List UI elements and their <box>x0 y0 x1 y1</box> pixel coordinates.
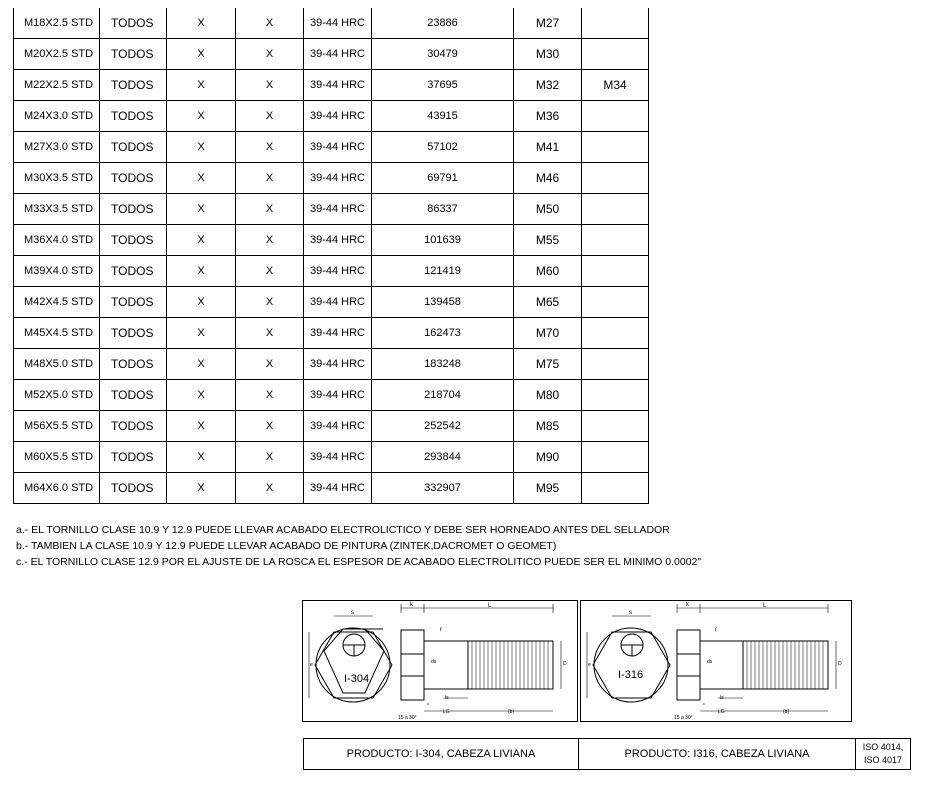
mark-cell: X <box>167 473 236 504</box>
mark-cell: X <box>167 349 236 380</box>
size-cell: M36X4.0 STD <box>14 225 100 256</box>
load-cell: 139458 <box>372 287 514 318</box>
dim-ds-right: ds <box>707 659 713 665</box>
coating-cell: TODOS <box>100 287 167 318</box>
load-cell: 183248 <box>372 349 514 380</box>
dim-angle-left: 15 a 30° <box>398 715 417 721</box>
coating-cell: TODOS <box>100 163 167 194</box>
coating-cell: TODOS <box>100 473 167 504</box>
metric-cell: M65 <box>514 287 582 318</box>
drawing-left-label: I-304 <box>344 673 370 685</box>
metric-alt-cell <box>582 411 649 442</box>
size-cell: M24X3.0 STD <box>14 101 100 132</box>
hardness-cell: 39-44 HRC <box>304 442 372 473</box>
note-c: c.- EL TORNILLO CLASE 12.9 POR EL AJUSTE DE LA ROSCA EL ESPESOR DE ACABADO ELECTROLITICO PUEDE SER EL MINIMO 0.0002" <box>16 556 702 568</box>
mark-cell: X <box>236 225 304 256</box>
metric-cell: M30 <box>514 39 582 70</box>
load-cell: 43915 <box>372 101 514 132</box>
coating-cell: TODOS <box>100 101 167 132</box>
metric-alt-cell <box>582 349 649 380</box>
metric-cell: M55 <box>514 225 582 256</box>
metric-alt-cell <box>582 380 649 411</box>
load-cell: 37695 <box>372 70 514 101</box>
size-cell: M22X2.5 STD <box>14 70 100 101</box>
dim-L-left: L <box>488 603 492 609</box>
bolt-drawing-left <box>302 600 578 722</box>
hardness-cell: 39-44 HRC <box>304 473 372 504</box>
dim-ls-right: ls <box>720 695 724 701</box>
mark-cell: X <box>236 39 304 70</box>
size-cell: M27X3.0 STD <box>14 132 100 163</box>
metric-alt-cell <box>582 39 649 70</box>
coating-cell: TODOS <box>100 256 167 287</box>
dim-e-left: e <box>310 662 313 668</box>
metric-alt-cell <box>582 163 649 194</box>
hardness-cell: 39-44 HRC <box>304 101 372 132</box>
load-cell: 293844 <box>372 442 514 473</box>
mark-cell: X <box>236 8 304 39</box>
spec-table-body <box>14 8 649 504</box>
dim-r-right: r <box>715 627 717 633</box>
size-cell: M39X4.0 STD <box>14 256 100 287</box>
metric-alt-cell <box>582 194 649 225</box>
size-cell: M52X5.0 STD <box>14 380 100 411</box>
iso-standards <box>856 739 911 770</box>
mark-cell: X <box>167 287 236 318</box>
metric-cell: M95 <box>514 473 582 504</box>
coating-cell: TODOS <box>100 349 167 380</box>
mark-cell: X <box>236 101 304 132</box>
dim-s-right: s <box>629 610 632 616</box>
hardness-cell: 39-44 HRC <box>304 380 372 411</box>
load-cell: 69791 <box>372 163 514 194</box>
bolt-drawing-left-svg <box>303 601 577 721</box>
spec-table <box>13 8 649 504</box>
size-cell: M64X6.0 STD <box>14 473 100 504</box>
hardness-cell: 39-44 HRC <box>304 318 372 349</box>
metric-alt-cell <box>582 287 649 318</box>
table-row <box>14 256 649 287</box>
coating-cell: TODOS <box>100 39 167 70</box>
hardness-cell: 39-44 HRC <box>304 287 372 318</box>
metric-cell: M90 <box>514 442 582 473</box>
metric-alt-cell: M34 <box>582 70 649 101</box>
drawing-right-label: I-316 <box>618 669 644 681</box>
dim-lg-right: LG <box>718 709 725 715</box>
dim-ls-left: ls <box>445 695 449 701</box>
table-row <box>14 411 649 442</box>
load-cell: 332907 <box>372 473 514 504</box>
dim-L-right: L <box>763 603 767 609</box>
load-cell: 101639 <box>372 225 514 256</box>
mark-cell: X <box>236 287 304 318</box>
mark-cell: X <box>167 194 236 225</box>
size-cell: M33X3.5 STD <box>14 194 100 225</box>
metric-cell: M50 <box>514 194 582 225</box>
hardness-cell: 39-44 HRC <box>304 39 372 70</box>
table-row <box>14 163 649 194</box>
product-right: PRODUCTO: I316, CABEZA LIVIANA <box>579 739 856 770</box>
hardness-cell: 39-44 HRC <box>304 8 372 39</box>
metric-cell: M75 <box>514 349 582 380</box>
table-row <box>14 442 649 473</box>
metric-cell: M36 <box>514 101 582 132</box>
mark-cell: X <box>167 380 236 411</box>
coating-cell: TODOS <box>100 318 167 349</box>
mark-cell: X <box>167 318 236 349</box>
dim-b-right: (b) <box>783 709 790 715</box>
table-row <box>14 70 649 101</box>
note-a: a.- EL TORNILLO CLASE 10.9 Y 12.9 PUEDE LLEVAR ACABADO ELECTROLICTICO Y DEBE SER HORNEADO ANTES DEL SELLADOR <box>16 524 670 536</box>
size-cell: M42X4.5 STD <box>14 287 100 318</box>
mark-cell: X <box>236 473 304 504</box>
mark-cell: X <box>167 8 236 39</box>
coating-cell: TODOS <box>100 70 167 101</box>
table-row <box>14 318 649 349</box>
size-cell: M30X3.5 STD <box>14 163 100 194</box>
load-cell: 57102 <box>372 132 514 163</box>
load-cell: 218704 <box>372 380 514 411</box>
size-cell: M60X5.5 STD <box>14 442 100 473</box>
mark-cell: X <box>167 256 236 287</box>
product-left: PRODUCTO: I-304, CABEZA LIVIANA <box>304 739 579 770</box>
mark-cell: X <box>236 70 304 101</box>
hardness-cell: 39-44 HRC <box>304 132 372 163</box>
metric-cell: M60 <box>514 256 582 287</box>
table-row <box>14 101 649 132</box>
dim-c-left: c <box>427 701 429 706</box>
metric-cell: M27 <box>514 8 582 39</box>
size-cell: M48X5.0 STD <box>14 349 100 380</box>
bolt-drawing-right <box>580 600 852 722</box>
metric-cell: M46 <box>514 163 582 194</box>
metric-alt-cell <box>582 132 649 163</box>
table-row <box>14 473 649 504</box>
load-cell: 162473 <box>372 318 514 349</box>
mark-cell: X <box>236 194 304 225</box>
metric-cell: M70 <box>514 318 582 349</box>
mark-cell: X <box>167 163 236 194</box>
load-cell: 121419 <box>372 256 514 287</box>
coating-cell: TODOS <box>100 194 167 225</box>
dim-D-right: D <box>838 661 842 667</box>
mark-cell: X <box>167 70 236 101</box>
metric-alt-cell <box>582 442 649 473</box>
metric-cell: M85 <box>514 411 582 442</box>
metric-cell: M41 <box>514 132 582 163</box>
table-row <box>14 194 649 225</box>
table-row <box>14 225 649 256</box>
metric-alt-cell <box>582 473 649 504</box>
mark-cell: X <box>167 101 236 132</box>
dim-r-left: r <box>440 627 442 633</box>
size-cell: M18X2.5 STD <box>14 8 100 39</box>
load-cell: 30479 <box>372 39 514 70</box>
dim-s-left: s <box>351 610 354 616</box>
mark-cell: X <box>236 132 304 163</box>
notes <box>16 522 701 570</box>
bolt-drawing-right-svg <box>581 601 851 721</box>
dim-angle-right: 15 a 30° <box>674 715 693 721</box>
hardness-cell: 39-44 HRC <box>304 163 372 194</box>
hardness-cell: 39-44 HRC <box>304 225 372 256</box>
hardness-cell: 39-44 HRC <box>304 194 372 225</box>
mark-cell: X <box>236 442 304 473</box>
dim-ds-left: ds <box>431 659 437 665</box>
mark-cell: X <box>167 225 236 256</box>
table-row <box>14 287 649 318</box>
load-cell: 252542 <box>372 411 514 442</box>
mark-cell: X <box>167 132 236 163</box>
table-row <box>14 380 649 411</box>
mark-cell: X <box>167 39 236 70</box>
table-row <box>14 8 649 39</box>
dim-D-left: D <box>563 661 567 667</box>
table-row <box>14 39 649 70</box>
product-table <box>303 738 911 770</box>
size-cell: M20X2.5 STD <box>14 39 100 70</box>
metric-cell: M80 <box>514 380 582 411</box>
table-row <box>14 349 649 380</box>
iso-line-1: ISO 4014, <box>862 742 904 752</box>
dim-k-right: k <box>686 602 689 608</box>
mark-cell: X <box>167 442 236 473</box>
hardness-cell: 39-44 HRC <box>304 349 372 380</box>
mark-cell: X <box>236 349 304 380</box>
mark-cell: X <box>236 380 304 411</box>
coating-cell: TODOS <box>100 225 167 256</box>
metric-alt-cell <box>582 8 649 39</box>
mark-cell: X <box>167 411 236 442</box>
load-cell: 23886 <box>372 8 514 39</box>
mark-cell: X <box>236 318 304 349</box>
dim-b-left: (b) <box>508 709 515 715</box>
dim-lg-left: LG <box>443 709 450 715</box>
coating-cell: TODOS <box>100 8 167 39</box>
hardness-cell: 39-44 HRC <box>304 256 372 287</box>
size-cell: M56X5.5 STD <box>14 411 100 442</box>
dim-e-right: e <box>588 662 591 668</box>
coating-cell: TODOS <box>100 380 167 411</box>
table-row <box>14 132 649 163</box>
mark-cell: X <box>236 411 304 442</box>
hardness-cell: 39-44 HRC <box>304 70 372 101</box>
metric-alt-cell <box>582 256 649 287</box>
note-b: b.- TAMBIEN LA CLASE 10.9 Y 12.9 PUEDE LLEVAR ACABADO DE PINTURA (ZINTEK,DACROMET O GEOMET) <box>16 540 557 552</box>
metric-cell: M32 <box>514 70 582 101</box>
size-cell: M45X4.5 STD <box>14 318 100 349</box>
metric-alt-cell <box>582 318 649 349</box>
metric-alt-cell <box>582 101 649 132</box>
metric-alt-cell <box>582 225 649 256</box>
iso-line-2: ISO 4017 <box>863 755 903 765</box>
mark-cell: X <box>236 163 304 194</box>
coating-cell: TODOS <box>100 442 167 473</box>
hardness-cell: 39-44 HRC <box>304 411 372 442</box>
mark-cell: X <box>236 256 304 287</box>
load-cell: 86337 <box>372 194 514 225</box>
coating-cell: TODOS <box>100 411 167 442</box>
coating-cell: TODOS <box>100 132 167 163</box>
dim-c-right: c <box>703 701 705 706</box>
dim-k-left: k <box>410 602 413 608</box>
product-row <box>304 739 911 770</box>
